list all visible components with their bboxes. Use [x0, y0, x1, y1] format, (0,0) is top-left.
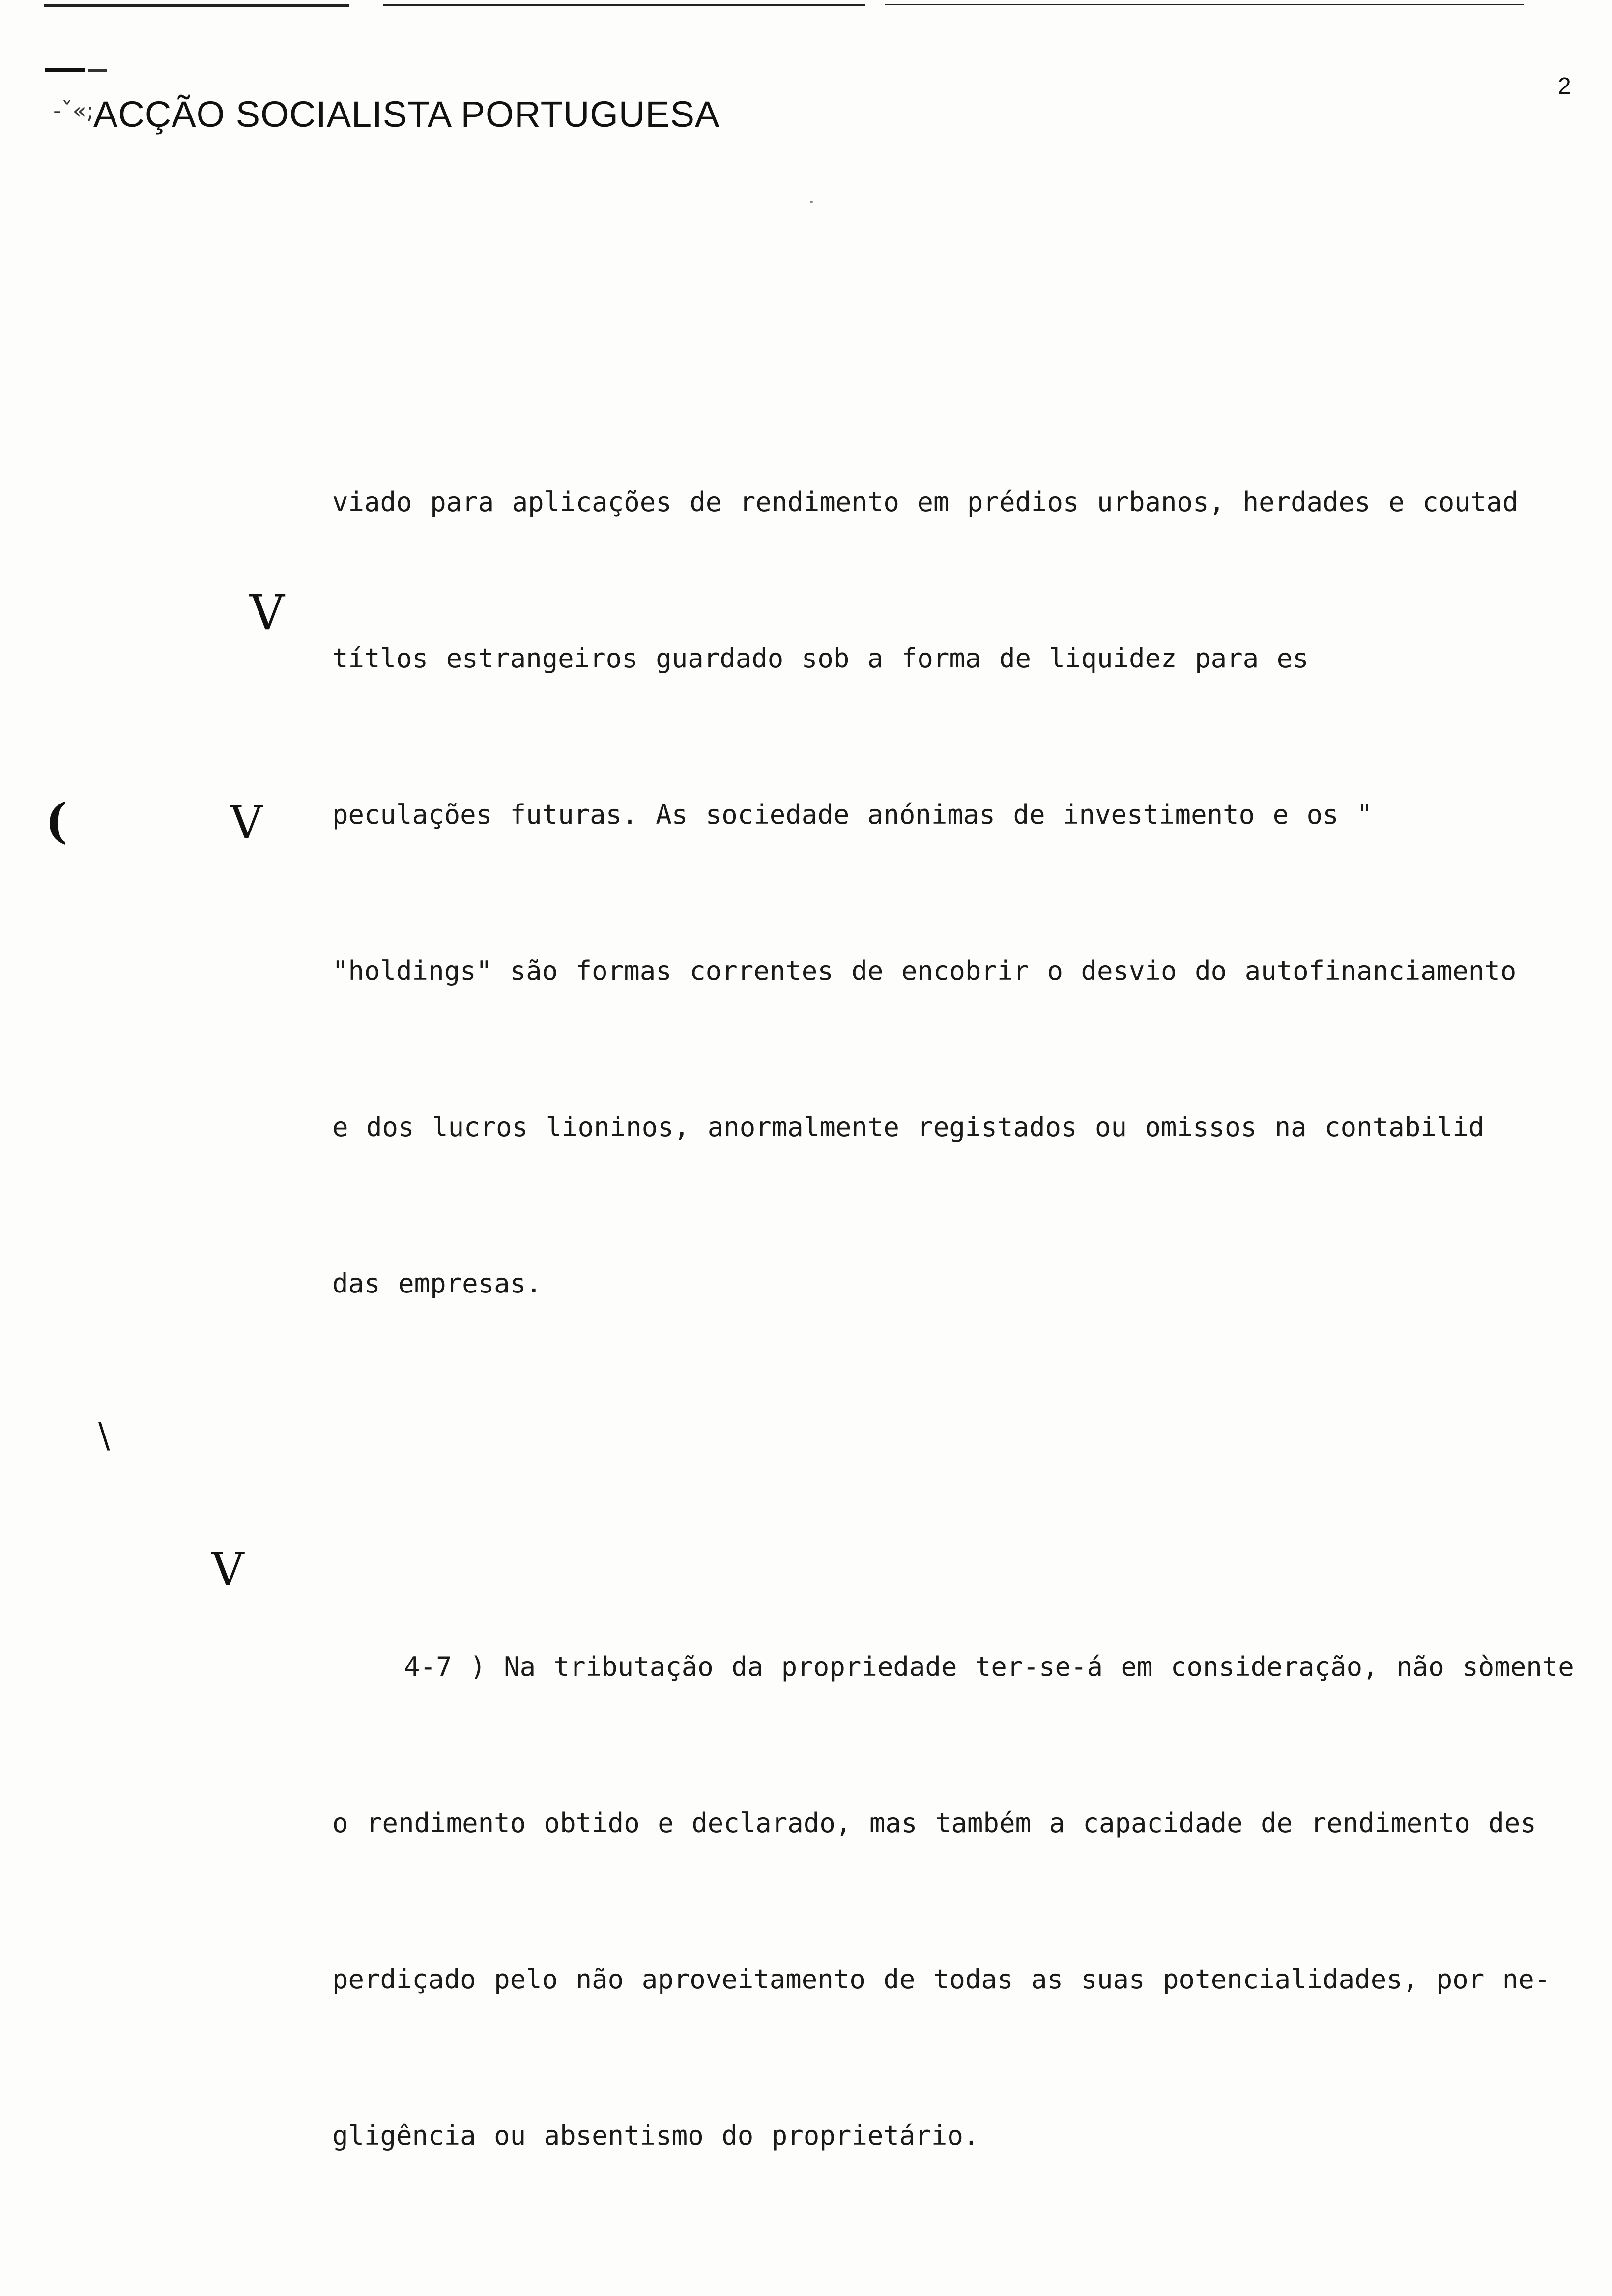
margin-tick-mark: \ — [98, 1415, 110, 1456]
top-rule-3 — [885, 4, 1524, 5]
paragraph-intro — [332, 372, 1610, 1414]
margin-parenthesis-mark: ( — [45, 793, 68, 849]
letterhead-title: ACÇÃO SOCIALISTA PORTUGUESA — [93, 94, 720, 135]
text-line: títlos estrangeiros guardado sob a forma de liquidez para es — [332, 643, 1309, 674]
margin-check-mark: V — [230, 796, 263, 849]
header-dash-small — [88, 69, 107, 72]
margin-check-mark: V — [250, 585, 285, 641]
text-line: viado para aplicações de rendimento em prédios urbanos, herdades e coutad — [332, 487, 1519, 517]
text-line: das empresas. — [332, 1268, 542, 1299]
typewritten-body — [332, 268, 1610, 2296]
header-scribble: -ˇ«; — [53, 97, 94, 124]
text-line: gligência ou absentismo do proprietário. — [332, 2120, 979, 2151]
stray-mark — [810, 201, 813, 203]
top-rule-1 — [44, 4, 349, 7]
text-line: e dos lucros lioninos, anormalmente registados ou omissos na contabilid — [332, 1112, 1485, 1143]
text-line: o rendimento obtido e declarado, mas também a capacidade de rendimento des — [332, 1808, 1536, 1838]
page-number: 2 — [1558, 73, 1571, 99]
text-line: 4-7 ) Na tributação da propriedade ter-se-á em consideração, não sòmente — [332, 1651, 1574, 1682]
text-line: perdiçado pelo não aproveitamento de todas as suas potencialidades, por ne- — [332, 1964, 1551, 1995]
paragraph-4-7 — [332, 1537, 1610, 2266]
margin-check-mark: V — [211, 1543, 244, 1596]
header-dash — [45, 68, 85, 72]
top-rule-2 — [383, 4, 865, 6]
text-line: peculações futuras. As sociedade anónimas de investimento e os " — [332, 799, 1373, 830]
text-line: "holdings" são formas correntes de encobrir o desvio do autofinanciamento — [332, 955, 1517, 986]
